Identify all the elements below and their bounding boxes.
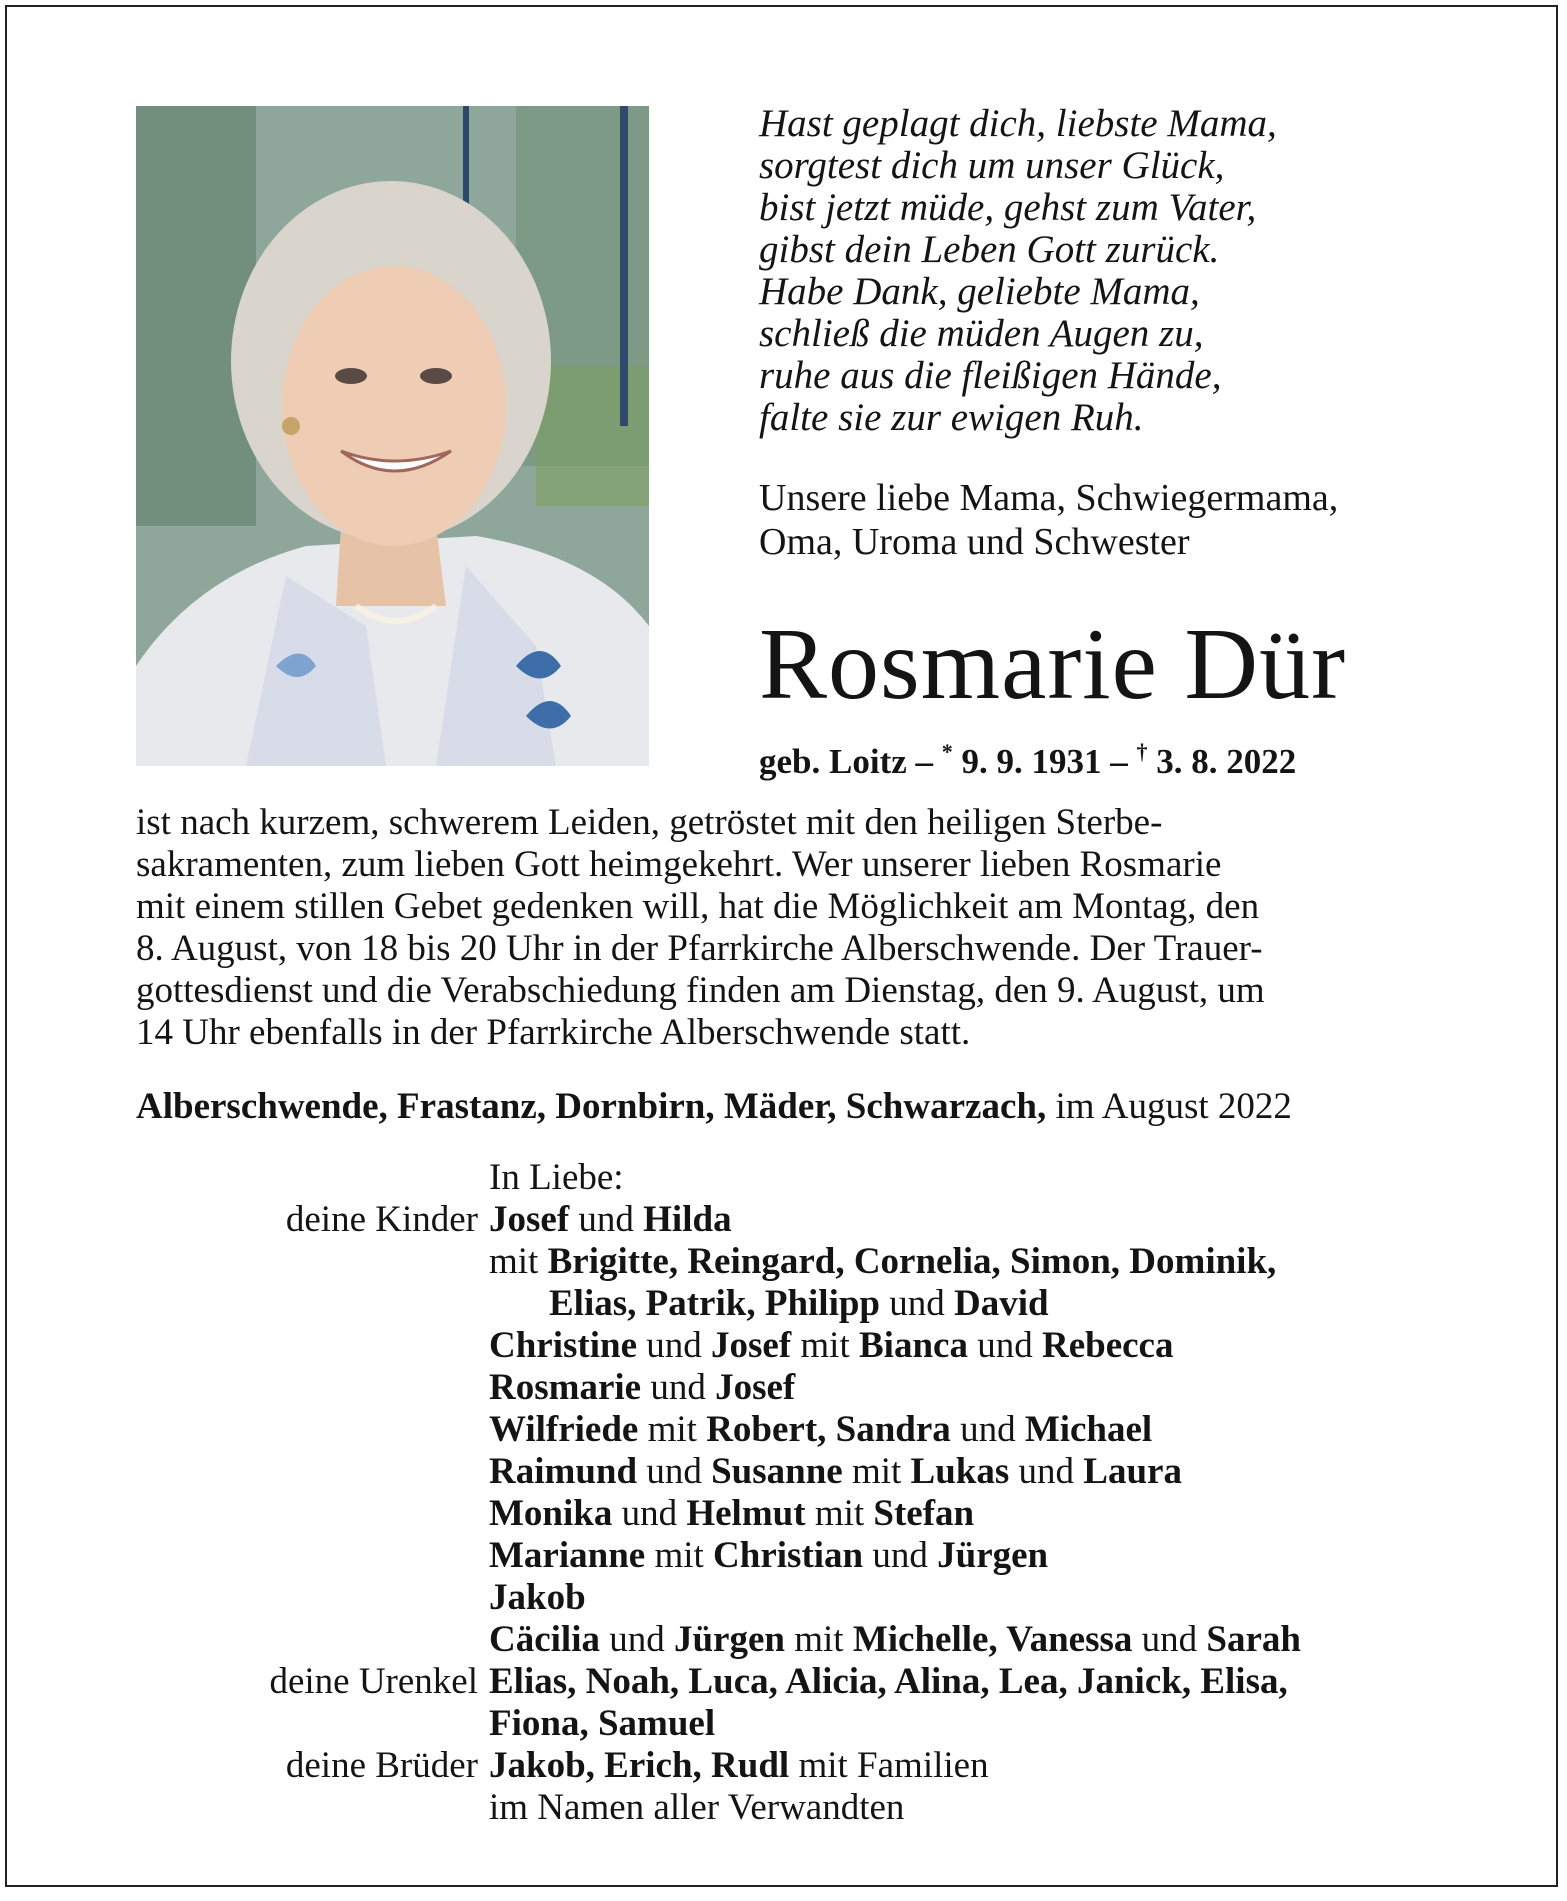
connector-text: mit [784, 1619, 853, 1660]
obituary-card [5, 5, 1558, 1887]
poem [759, 103, 1439, 439]
person-name: Christian [713, 1535, 864, 1576]
person-name: Jürgen [937, 1535, 1049, 1576]
connector-text: und [1132, 1619, 1207, 1660]
connector-text: und [569, 1199, 644, 1240]
person-name: Robert, Sandra [706, 1409, 951, 1450]
person-name: Marianne [489, 1535, 646, 1576]
connector-text: und [641, 1367, 716, 1408]
person-name: Josef [711, 1325, 792, 1366]
in-liebe-heading: In Liebe: [489, 1157, 624, 1198]
poem-line: falte sie zur ewigen Ruh. [759, 396, 1144, 439]
connector-text: mit [489, 1241, 548, 1282]
person-name: David [954, 1283, 1049, 1324]
children-names [489, 1535, 1048, 1577]
announcement-line: 8. August, von 18 bis 20 Uhr in der Pfarrkirche Alberschwende. Der Trauer- [136, 928, 1263, 969]
announcement-line: 14 Uhr ebenfalls in der Pfarrkirche Alberschwende statt. [136, 1012, 971, 1053]
connector-text: und [612, 1493, 687, 1534]
children-names [489, 1619, 1301, 1661]
intro-line: Oma, Uroma und Schwester [759, 521, 1190, 563]
person-name: Monika [489, 1493, 613, 1534]
person-name: Raimund [489, 1451, 638, 1492]
children-row [7, 1283, 1560, 1325]
children-row [7, 1493, 1560, 1535]
birth-date: 9. 9. 1931 – [961, 742, 1128, 781]
person-name: Laura [1083, 1451, 1182, 1492]
connector-text: und [599, 1619, 674, 1660]
person-name: Stefan [873, 1493, 975, 1534]
connector-text: und [1009, 1451, 1084, 1492]
person-name: Wilfriede [489, 1409, 639, 1450]
children-names [489, 1367, 795, 1409]
children-row [7, 1325, 1560, 1367]
poem-line: Hast geplagt dich, liebste Mama, [759, 102, 1277, 145]
poem-line: gibst dein Leben Gott zurück. [759, 228, 1220, 271]
mourners-list [7, 1157, 1560, 1829]
connector-text: im Namen aller Verwandten [489, 1787, 905, 1828]
intro-text [759, 476, 1439, 564]
connector-text: und [637, 1451, 712, 1492]
children-row [7, 1367, 1560, 1409]
death-date: 3. 8. 2022 [1156, 742, 1297, 781]
greatgrandchildren-row [7, 1661, 1560, 1703]
greatgrandchildren-names [489, 1661, 1288, 1703]
person-name: Jakob [489, 1577, 586, 1618]
person-name: Elias, Patrik, Philipp [549, 1283, 881, 1324]
connector-text: mit [842, 1451, 911, 1492]
greatgrandchildren-row [7, 1703, 1560, 1745]
portrait-photo [136, 106, 649, 766]
brothers-row [7, 1787, 1560, 1829]
connector-text: und [637, 1325, 711, 1366]
children-row [7, 1535, 1560, 1577]
children-label: deine Kinder [285, 1199, 478, 1240]
poem-line: Habe Dank, geliebte Mama, [759, 270, 1200, 313]
children-row [7, 1409, 1560, 1451]
greatgrandchildren-names [489, 1703, 715, 1745]
announcement-text [136, 802, 1446, 1054]
death-symbol: † [1136, 739, 1148, 764]
connector-text: und [880, 1283, 955, 1324]
children-names [489, 1325, 1173, 1367]
person-name: Christine [489, 1325, 637, 1366]
announcement-line: sakramenten, zum lieben Gott heimgekehrt. Wer unserer lieben Rosmarie [136, 844, 1222, 885]
person-name: Bianca [859, 1325, 968, 1366]
children-row [7, 1241, 1560, 1283]
connector-text: mit [791, 1325, 859, 1366]
person-name: Cäcilia [489, 1619, 600, 1660]
person-name: Lukas [910, 1451, 1010, 1492]
person-name: Michelle, Vanessa [852, 1619, 1133, 1660]
person-name: Hilda [643, 1199, 732, 1240]
children-names [489, 1241, 1276, 1283]
person-name: Fiona, Samuel [489, 1703, 716, 1744]
connector-text: und [967, 1325, 1042, 1366]
connector-text: und [950, 1409, 1025, 1450]
places-list: Alberschwende, Frastanz, Dornbirn, Mäder, Schwarzach, [136, 1086, 1047, 1127]
person-name: Josef [715, 1367, 796, 1408]
portrait-image [136, 106, 649, 766]
life-dates [759, 730, 1296, 784]
children-names [489, 1199, 732, 1241]
connector-text: mit [645, 1535, 714, 1576]
connector-text: mit [638, 1409, 707, 1450]
greatgrandchildren-label: deine Urenkel [269, 1661, 478, 1702]
person-name: Rosmarie [489, 1367, 642, 1408]
poem-line: bist jetzt müde, gehst zum Vater, [759, 186, 1257, 229]
connector-text: mit Familien [789, 1745, 989, 1786]
person-name: Jakob, Erich, Rudl [489, 1745, 790, 1786]
brothers-label: deine Brüder [285, 1745, 478, 1786]
person-name: Elias, Noah, Luca, Alicia, Alina, Lea, Janick, Elisa, [489, 1661, 1288, 1702]
announcement-line: gottesdienst und die Verabschiedung finden am Dienstag, den 9. August, um [136, 970, 1265, 1011]
children-names [489, 1409, 1152, 1451]
children-row [7, 1619, 1560, 1661]
person-name: Brigitte, Reingard, Cornelia, Simon, Dominik, [547, 1241, 1277, 1282]
children-names [489, 1451, 1182, 1493]
person-name: Rebecca [1041, 1325, 1174, 1366]
person-name: Susanne [711, 1451, 843, 1492]
brothers-row [7, 1745, 1560, 1787]
deceased-name: Rosmarie Dür [759, 608, 1347, 721]
intro-line: Unsere liebe Mama, Schwiegermama, [759, 477, 1339, 519]
maiden-name: geb. Loitz – [759, 742, 934, 781]
brothers-names [489, 1787, 904, 1829]
person-name: Sarah [1206, 1619, 1301, 1660]
person-name: Jürgen [673, 1619, 785, 1660]
person-name: Michael [1024, 1409, 1153, 1450]
poem-line: ruhe aus die fleißigen Hände, [759, 354, 1222, 397]
announcement-line: ist nach kurzem, schwerem Leiden, getröstet mit den heiligen Sterbe- [136, 802, 1163, 843]
issue-date: im August 2022 [1046, 1086, 1292, 1127]
brothers-names [489, 1745, 989, 1787]
person-name: Josef [489, 1199, 570, 1240]
children-row [7, 1451, 1560, 1493]
place-and-date [136, 1085, 1446, 1129]
birth-symbol: * [941, 739, 953, 764]
children-row [7, 1577, 1560, 1619]
poem-line: sorgtest dich um unser Glück, [759, 144, 1225, 187]
announcement-line: mit einem stillen Gebet gedenken will, hat die Möglichkeit am Montag, den [136, 886, 1260, 927]
poem-line: schließ die müden Augen zu, [759, 312, 1204, 355]
children-row [7, 1199, 1560, 1241]
children-names [549, 1283, 1049, 1325]
family-rows [7, 1199, 1560, 1829]
children-names [489, 1577, 586, 1619]
children-names [489, 1493, 974, 1535]
connector-text: und [863, 1535, 938, 1576]
connector-text: mit [805, 1493, 874, 1534]
person-name: Helmut [686, 1493, 806, 1534]
